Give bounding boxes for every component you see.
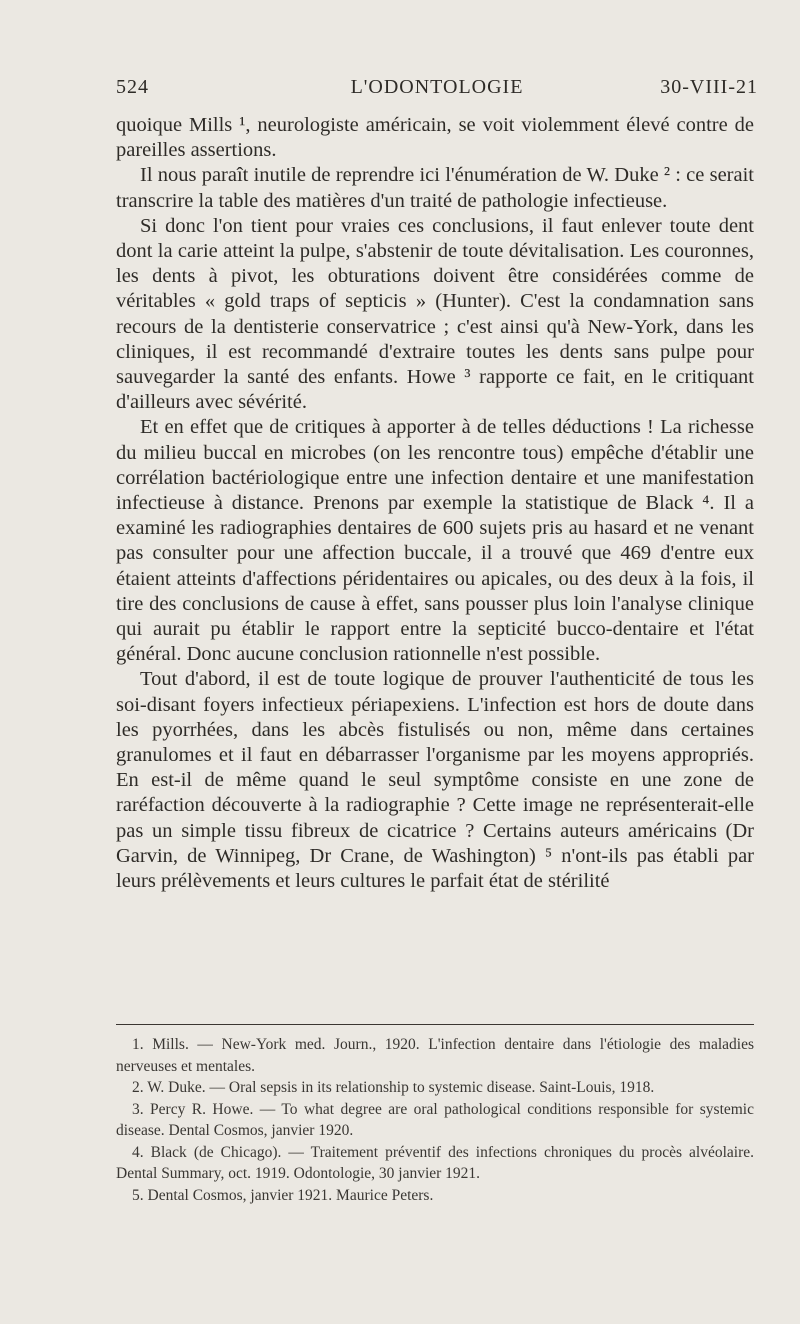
running-header	[116, 76, 758, 108]
footnote: 3. Percy R. Howe. — To what degree are oral pathological conditions responsible for systemic disease. Dental Cosmos, janvier 1920.	[116, 1100, 754, 1139]
footnote: 2. W. Duke. — Oral sepsis in its relationship to systemic disease. Saint-Louis, 1918.	[132, 1079, 655, 1096]
body-text	[116, 113, 754, 894]
issue-date: 30-VIII-21	[660, 76, 758, 98]
paragraph: Tout d'abord, il est de toute logique de prouver l'authenticité de tous les soi-disant foyers infectieux périapexiens. L'infection est hors de doute dans les pyorrhées, dans les abcès fistulisés ou non, même dans certaines granulomes et il faut en débarrasser l'organisme par les moyens appropriés. En est-il de même quand le seul symptôme consiste en une zone de raréfaction découverte à la radiographie ? Cette image ne représenterait-elle pas un simple tissu fibreux de cicatrice ? Certains auteurs américains (Dr Garvin, de Winnipeg, Dr Crane, de Washington) ⁵ n'ont-ils pas établi par leurs prélèvements et leurs cultures le parfait état de stérilité	[116, 668, 754, 893]
footnotes	[116, 1034, 754, 1206]
footnote: 5. Dental Cosmos, janvier 1921. Maurice Peters.	[132, 1186, 434, 1204]
paragraph: Si donc l'on tient pour vraies ces conclusions, il faut enlever toute dent dont la carie atteint la pulpe, s'abstenir de toute dévitalisation. Les couronnes, les dents à pivot, les obturations doivent être considérées comme de véritables « gold traps of septicis » (Hunter). C'est la condamnation sans recours de la dentisterie conservatrice ; c'est ainsi qu'à New-York, dans les cliniques, il est recommandé d'extraire toutes les dents sans pulpe pour sauvegarder la santé des enfants. Howe ³ rapporte ce fait, en le critiquant d'ailleurs avec sévérité.	[116, 214, 754, 414]
journal-title: L'ODONTOLOGIE	[350, 76, 524, 98]
paragraph: Et en effet que de critiques à apporter à de telles déductions ! La richesse du milieu buccal en microbes (on les rencontre tous) empêche d'établir une corrélation bactériologique entre une infection dentaire et une manifestation infectieuse à distance. Prenons par exemple la statistique de Black ⁴. Il a examiné les radiographies dentaires de 600 sujets pris au hasard et ne venant pas consulter pour une affection buccale, il a trouvé que 469 d'entre eux étaient atteints d'affections péridentaires ou apicales, ou des deux à la fois, il tire des conclusions de cause à effet, sans pousser plus loin l'analyse clinique qui aurait pu établir le rapport entre la septicité bucco-dentaire et l'état général. Donc aucune conclusion rationnelle n'est possible.	[116, 416, 754, 666]
footnote-separator	[116, 1024, 754, 1025]
footnote: 1. Mills. — New-York med. Journ., 1920. L'infection dentaire dans l'étiologie des maladies nerveuses et mentales.	[116, 1036, 754, 1075]
paragraph: quoique Mills ¹, neurologiste américain, se voit violemment élevé contre de pareilles assertions.	[116, 114, 754, 162]
footnote: 4. Black (de Chicago). — Traitement préventif des infections chroniques du procès alvéolaire. Dental Summary, oct. 1919. Odontologie, 30 janvier 1921.	[116, 1143, 754, 1182]
page-number: 524	[116, 76, 149, 98]
paragraph: Il nous paraît inutile de reprendre ici l'énumération de W. Duke ² : ce serait transcrire la table des matières d'un traité de pathologie infectieuse.	[116, 164, 754, 212]
